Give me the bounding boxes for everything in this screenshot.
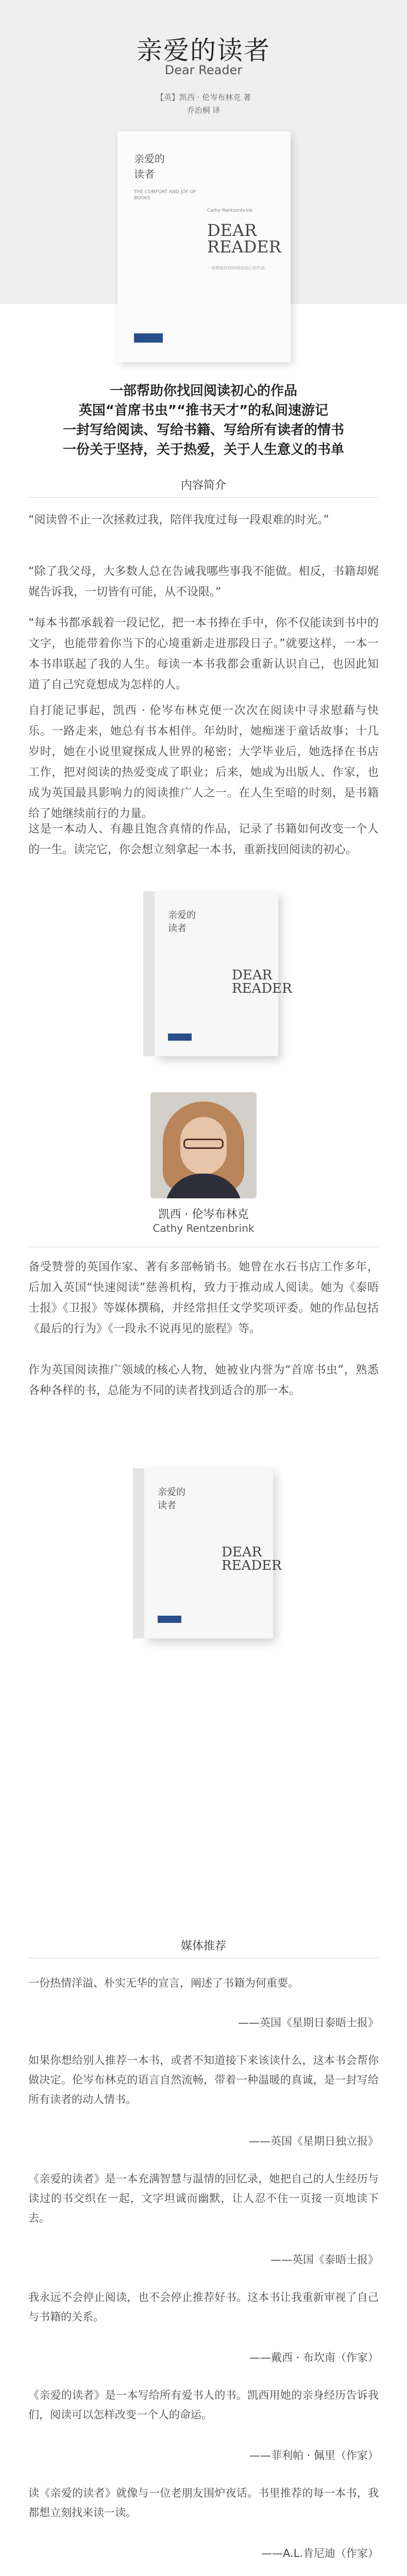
book-3d-title-zh-1: 亲爱的 — [158, 1487, 185, 1498]
intro-paragraph-1: “阅读曾不止一次拯救过我，陪伴我度过每一段艰难的时光。” — [28, 514, 329, 527]
review-6-source: ——A.L.肯尼迪（作家） — [261, 2547, 379, 2560]
author-photo — [150, 1092, 257, 1198]
cover-title-en-line2: READER — [207, 237, 281, 257]
review-3-text: 《亲爱的读者》是一本充满智慧与温情的回忆录，她把自己的人生经历与读过的书交织在一起，文字坦诚而幽默，让人忍不住一页接一页地读下去。 — [28, 2173, 379, 2224]
book-authors: 【英】凯西 · 伦岑布林克 著 — [156, 93, 251, 102]
review-5-source: ——菲利帕 · 佩里（作家） — [249, 2449, 379, 2462]
media-heading: 媒体推荐 — [180, 1940, 226, 1953]
book-3d-title-en — [232, 969, 292, 995]
review-4-text: 我永远不会停止阅读，也不会停止推荐好书。这本书让我重新审视了自己与书籍的关系。 — [28, 2291, 379, 2323]
cover-title-en-line1: DEAR — [207, 221, 257, 240]
review-2-source: ——英国《星期日独立报》 — [249, 2135, 379, 2147]
review-5-text: 《亲爱的读者》是一本写给所有爱书人的书。凯西用她的亲身经历告诉我们，阅读可以怎样改变一个人的命运。 — [28, 2389, 379, 2421]
cover-author: Cathy Rentzenbrink — [207, 208, 253, 213]
author-bio-2: 作为英国阅读推广领域的核心人物，她被业内誉为“首席书虫”，熟悉各种各样的书，总能为不同的读者找到适合的那一本。 — [28, 1364, 379, 1397]
cover-title-zh-line1: 亲爱的 — [134, 152, 165, 165]
selling-point-1: 一部帮助你找回阅读初心的作品 — [109, 383, 297, 399]
review-6-text: 读《亲爱的读者》就像与一位老朋友围炉夜话。书里推荐的每一本书，我都想立刻找来读一读。 — [28, 2487, 379, 2519]
cover-title-en — [207, 222, 281, 255]
book-3d-title-en-2: READER — [222, 1558, 282, 1573]
book-3d-title-zh-2: 读者 — [168, 923, 186, 934]
review-4-source: ——戴西 · 布坎南（作家） — [249, 2351, 379, 2364]
review-2-text: 如果你想给别人推荐一本书，或者不知道接下来该读什么，这本书会帮你做决定。伦岑布林克的语言自然流畅，带着一种温暖的真诚，是一封写给所有读者的动人情书。 — [28, 2054, 379, 2106]
divider — [28, 497, 379, 498]
author-bio-1: 备受赞誉的英国作家、著有多部畅销书。她曾在水石书店工作多年，后加入英国“快速阅读”慈善机构，致力于推动成人阅读。她为《泰晤士报》《卫报》等媒体撰稿，并经常担任文学奖项评委。她的作品包括《最后的行为》《一段永不说再见的旅程》等。 — [28, 1261, 379, 1335]
review-3-source: ——英国《泰晤士报》 — [270, 2253, 379, 2266]
cover-title-zh-line2: 读者 — [134, 168, 155, 180]
intro-paragraph-2: “除了我父母，大多数人总在告诫我哪些事我不能做。相反，书籍却娓娓告诉我，一切皆有可能，从不设限。” — [28, 565, 379, 599]
publisher-mark-icon — [134, 333, 163, 343]
intro-paragraph-4: 自打能记事起，凯西 · 伦岑布林克便一次次在阅读中寻求慰藉与快乐。一路走来，她总有书本相伴。年幼时，她痴迷于童话故事；十几岁时，她在小说里窥探成人世界的秘密；大学毕业后，她选择在书店工作，把对阅读的热爱变成了职业；后来，她成为出版人、作家，也成为英国最具影响力的阅读推广人之一。在人生至暗的时刻，是书籍给了她继续前行的力量。 — [28, 704, 379, 820]
book-3d-image-2 — [144, 1468, 282, 1638]
book-title: 亲爱的读者 — [137, 36, 270, 65]
cover-title-zh — [134, 151, 165, 182]
selling-points — [0, 381, 407, 460]
selling-point-2: 英国“首席书虫”“推书天才”的私间速游记 — [78, 403, 329, 418]
review-1-source: ——英国《星期日泰晤士报》 — [238, 2016, 379, 2029]
publisher-mark-icon — [168, 1033, 192, 1041]
book-subtitle: Dear Reader — [164, 63, 243, 77]
selling-point-4: 一份关于坚持，关于热爱，关于人生意义的书单 — [62, 442, 344, 457]
cover-en-blurb: THE COMFORT AND JOY OF BOOKS — [134, 190, 196, 201]
intro-heading: 内容简介 — [180, 479, 226, 492]
book-3d-title-en — [222, 1546, 282, 1572]
intro-paragraph-3: “每本书都承载着一段记忆，把一本书捧在手中，你不仅能读到书中的文字，也能带着你当下的心境重新走进那段日子。”就要这样，一本一本书串联起了我的人生。每读一本书我都会重新认识自己，也因此知道了自己究竟想成为怎样的人。 — [28, 617, 379, 691]
review-1-text: 一份热情洋溢、朴实无华的宣言，阐述了书籍为何重要。 — [28, 1977, 299, 1989]
cover-foot-text: 一部帮助你找回阅读初心的作品 — [207, 266, 265, 270]
book-translator: 乔治桐 译 — [186, 106, 221, 115]
portrait-glasses — [183, 1139, 224, 1149]
book-3d-title-zh-1: 亲爱的 — [168, 910, 196, 921]
book-3d-title-zh — [168, 909, 196, 936]
intro-paragraph-5: 这是一本动人、有趣且饱含真情的作品，记录了书籍如何改变一个人的一生。读完它，你会想立刻拿起一本书，重新找回阅读的初心。 — [28, 823, 379, 856]
book-3d-image — [155, 891, 292, 1056]
book-spine — [143, 891, 155, 1056]
author-name-zh: 凯西 · 伦岑布林克 — [158, 1208, 249, 1221]
book-3d-title-en-2: READER — [232, 981, 292, 996]
book-3d-title-en-1: DEAR — [222, 1545, 262, 1560]
book-3d-title-en-1: DEAR — [232, 968, 273, 983]
publisher-mark-icon — [158, 1616, 181, 1623]
book-3d-title-zh-2: 读者 — [158, 1500, 176, 1511]
book-cover-image — [117, 131, 291, 362]
book-spine — [133, 1468, 144, 1638]
book-3d-title-zh — [158, 1486, 185, 1513]
author-name-en: Cathy Rentzenbrink — [152, 1222, 255, 1234]
selling-point-3: 一封写给阅读、写给书籍、写给所有读者的情书 — [62, 422, 344, 438]
